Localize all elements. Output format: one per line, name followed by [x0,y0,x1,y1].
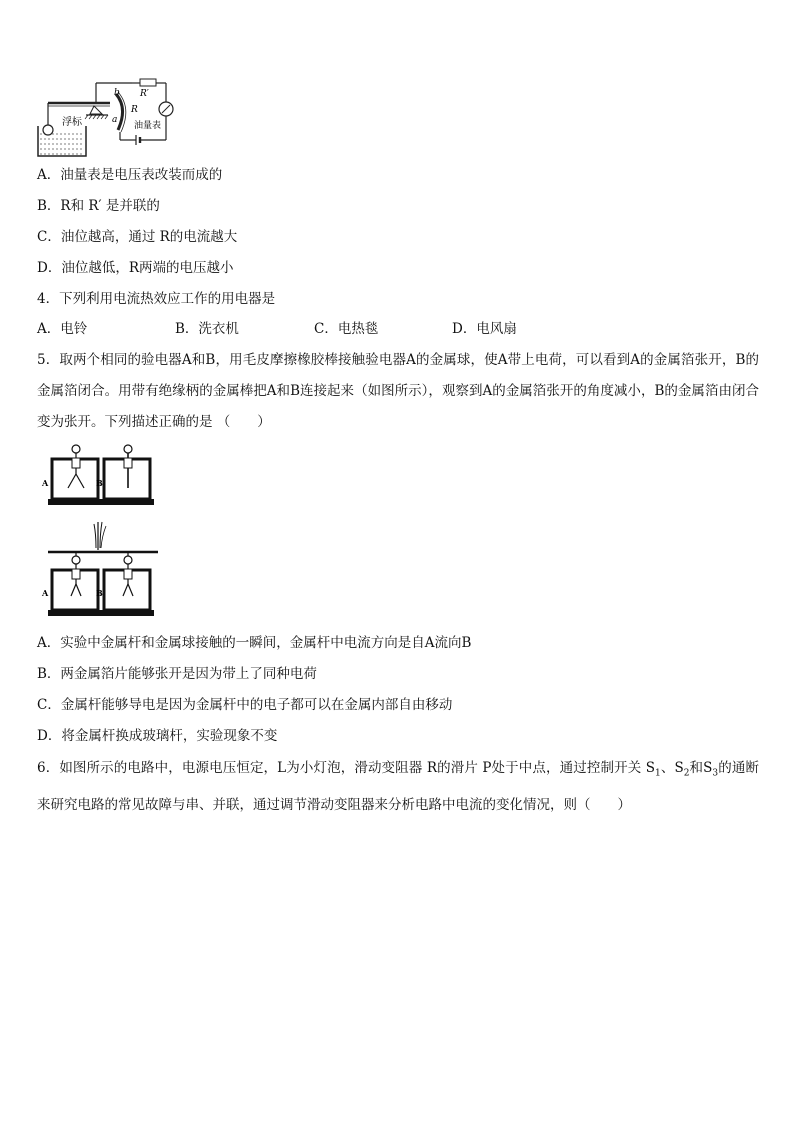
q6-stem [37,753,759,821]
electroscope-a-top [48,445,102,505]
point-a-label: a [112,115,118,125]
q4-option-b: B．洗衣机 [175,321,239,337]
q6-sep1: 、S [660,760,684,776]
q5-option-a: A．实验中金属杆和金属球接触的一瞬间，金属杆中电流方向是自A流向B [37,635,472,651]
q5-option-b: B．两金属箔片能够张开是因为带上了同种电荷 [37,666,317,682]
electroscope-b-top [100,445,154,505]
meter-label: 油量表 [134,121,162,131]
label-b-top: B [96,478,103,488]
electroscope-figure [40,444,160,616]
q5-option-d: D．将金属杆换成玻璃杆，实验现象不变 [37,728,278,744]
q4-stem: 4．下列利用电流热效应工作的用电器是 [37,291,276,307]
point-b-label: b [114,88,120,98]
q3-option-a: A．油量表是电压表改装而成的 [37,167,223,183]
resistor-rprime-label: R′ [140,89,149,99]
q6-stem-part1: 6．如图所示的电路中，电源电压恒定，L为小灯泡，滑动变阻器 R的滑片 P处于中点，通过控制开关 S [37,760,655,776]
q3-option-b: B．R和 R′ 是并联的 [37,198,160,214]
electroscope-b-bottom [100,552,154,616]
fuel-gauge-figure [36,78,176,158]
resistor-r-label: R [131,105,138,115]
q3-option-c: C．油位越高，通过 R的电流越大 [37,229,238,245]
q4-option-c: C．电热毯 [314,321,379,337]
q4-option-d: D．电风扇 [452,321,517,337]
float-label: 浮标 [62,117,82,128]
q3-option-d: D．油位越低，R两端的电压越小 [37,260,234,276]
q5-option-c: C．金属杆能够导电是因为金属杆中的电子都可以在金属内部自由移动 [37,697,453,713]
q4-options [37,320,737,340]
q4-option-a: A．电铃 [37,321,88,337]
q6-sep2: 和S [689,760,713,776]
q5-stem: 5．取两个相同的验电器A和B，用毛皮摩擦橡胶棒接触验电器A的金属球，使A带上电荷，可以看到A的金属箔张开，B的金属箔闭合。用带有绝缘柄的金属棒把A和B连接起来（如图所示），观察到A的金属箔张开的角度减小，B的金属箔由闭合变为张开。下列描述正确的是 （ ） [37,352,759,430]
q6-s1-sub: 1 [654,768,661,779]
label-a-top: A [42,478,49,488]
electroscope-a-bottom [48,552,102,616]
label-b-bottom: B [96,588,103,598]
label-a-bottom: A [42,588,49,598]
q6-s3-sub: 3 [712,768,719,779]
q6-s2-sub: 2 [683,768,690,779]
q6-stem-part2: 的通断来研究电路的常见故障与串、并联，通过调节滑动变阻器来分析电路中电流的变化情况，则（ ） [37,760,760,813]
